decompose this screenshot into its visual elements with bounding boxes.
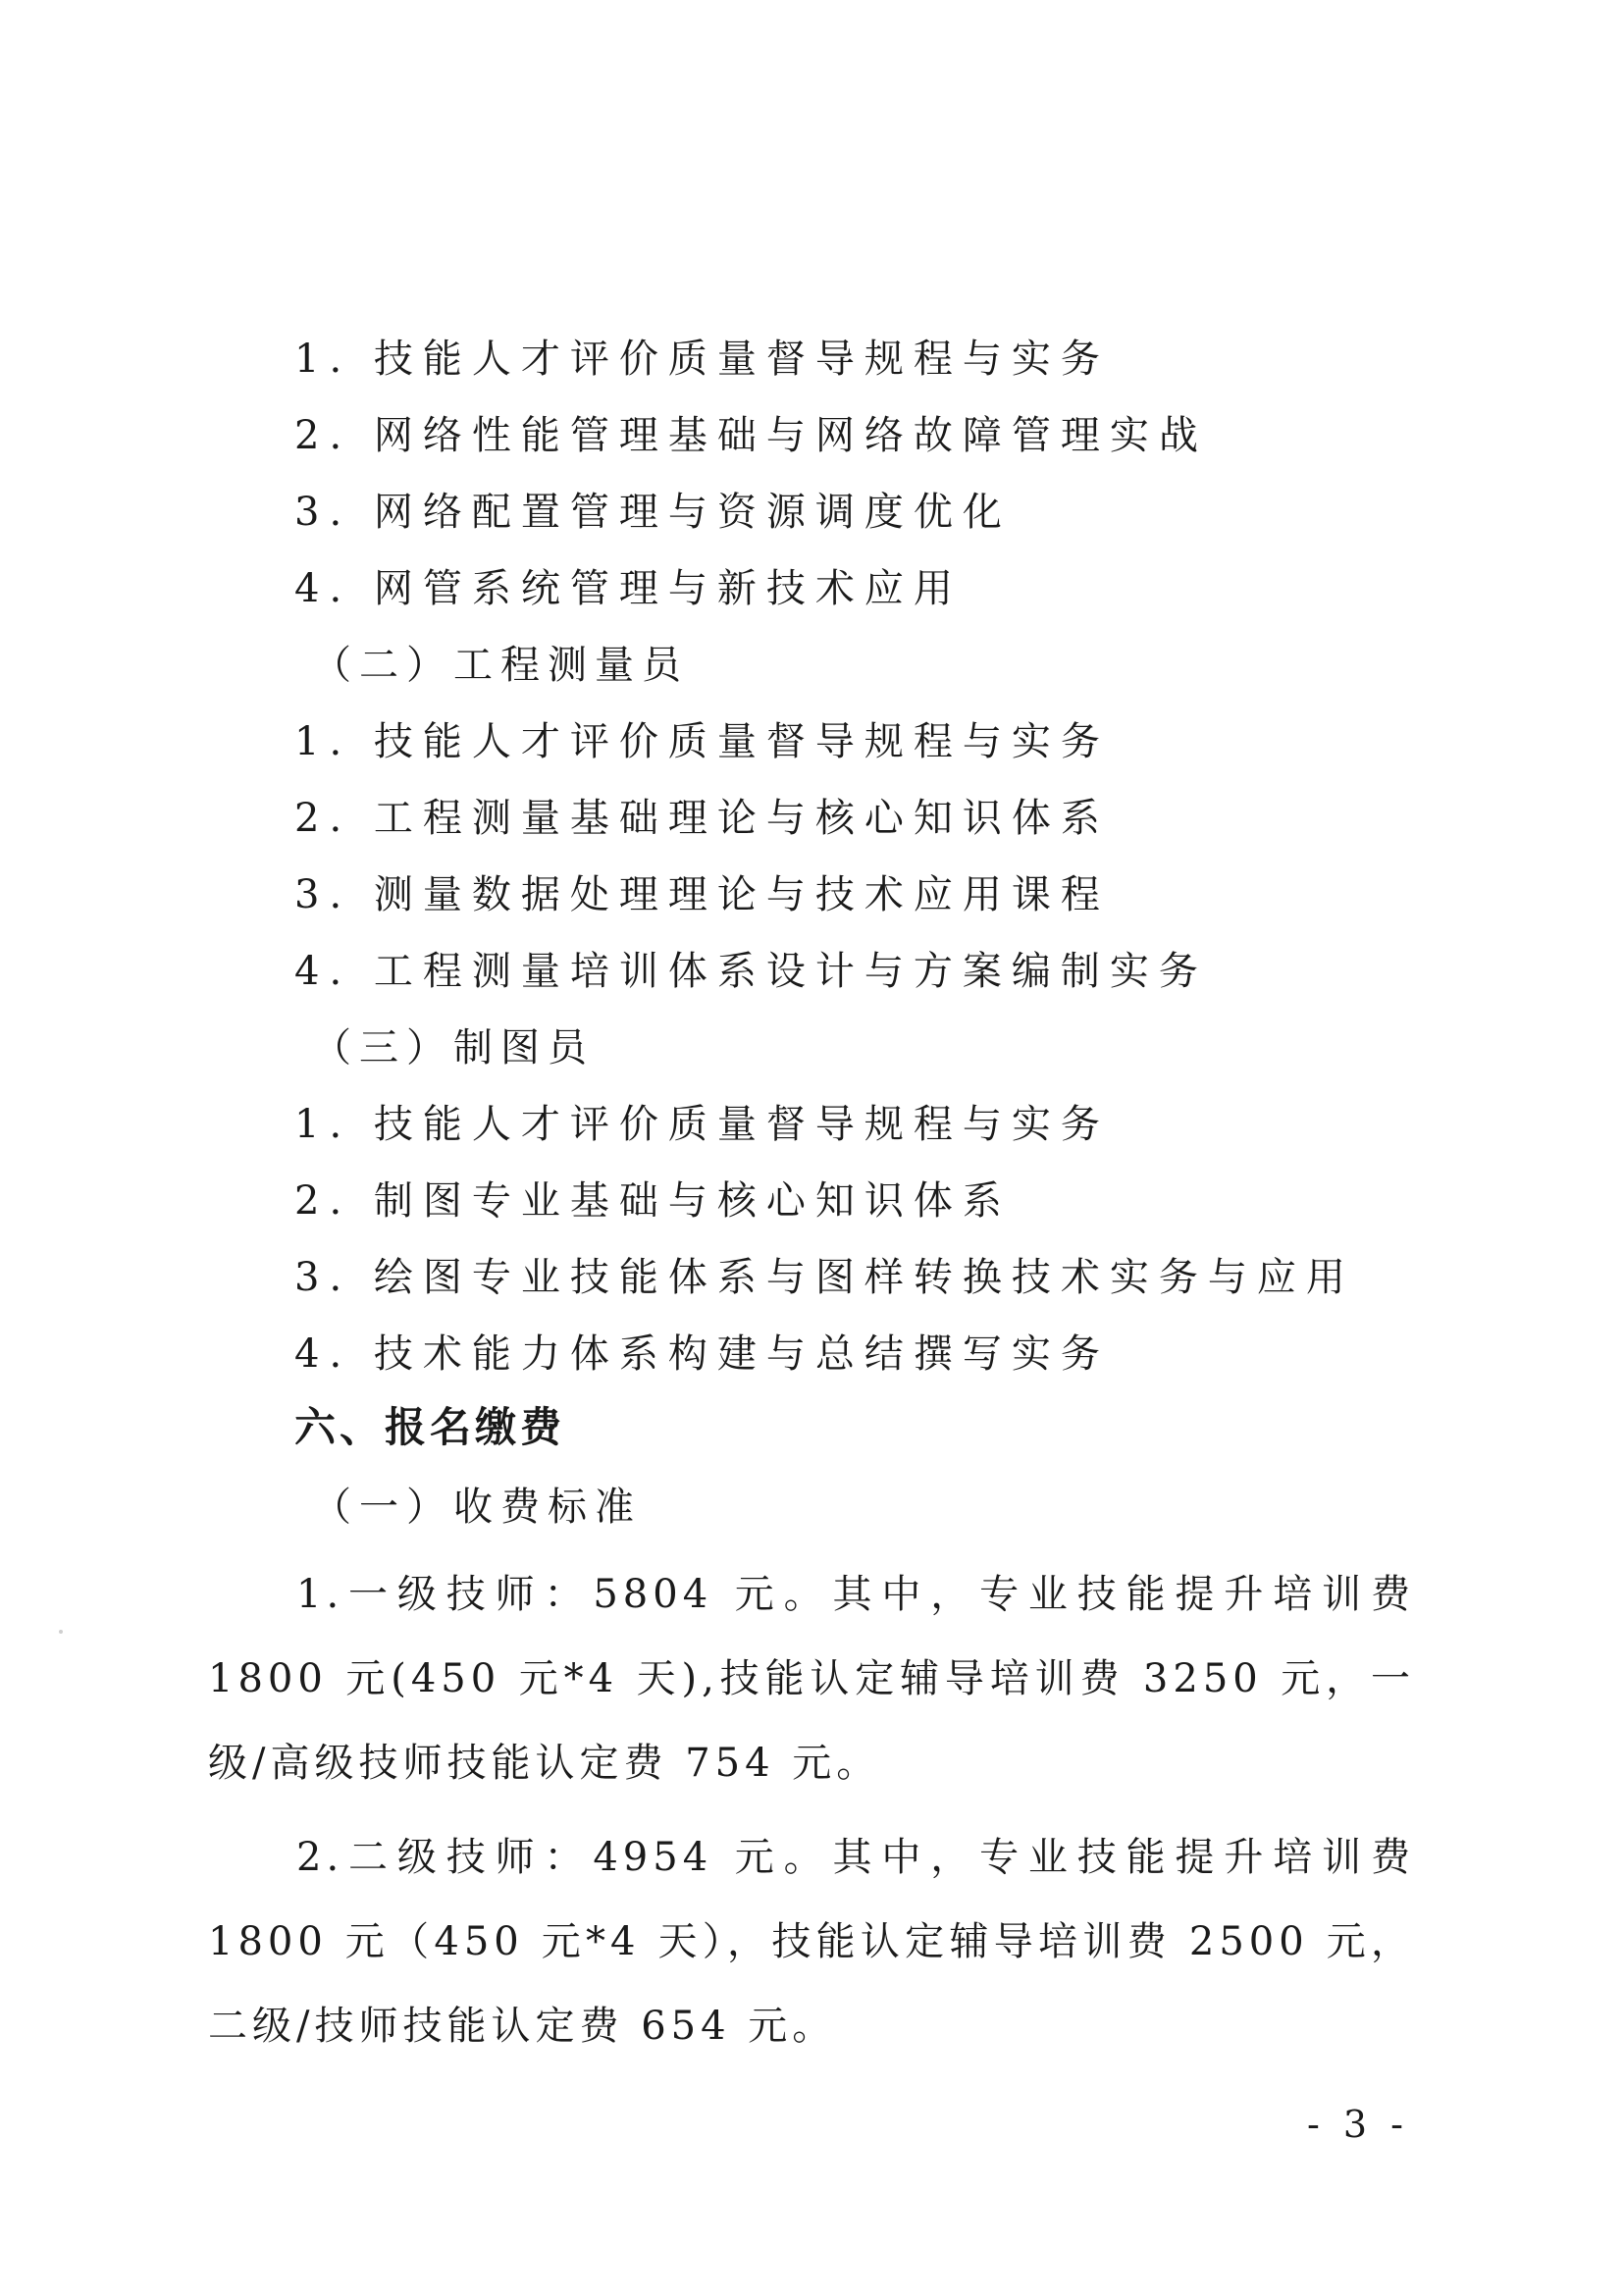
list-item: 3. 绘图专业技能体系与图样转换技术实务与应用 (294, 1255, 1355, 1300)
list-item: 1. 技能人才评价质量督导规程与实务 (294, 719, 1110, 764)
page-number: - 3 - (1306, 2103, 1409, 2146)
list-item: 3. 测量数据处理理论与技术应用课程 (294, 872, 1110, 917)
list-item: 3. 网络配置管理与资源调度优化 (294, 490, 1012, 535)
section-heading: （三）制图员 (312, 1025, 595, 1070)
list-item: 4. 工程测量培训体系设计与方案编制实务 (294, 949, 1208, 994)
list-item: 1. 技能人才评价质量督导规程与实务 (294, 337, 1110, 382)
list-item: 2. 网络性能管理基础与网络故障管理实战 (294, 413, 1208, 458)
list-item: 4. 技术能力体系构建与总结撰写实务 (294, 1331, 1110, 1377)
scan-speck (59, 1630, 63, 1634)
list-item: 4. 网管系统管理与新技术应用 (294, 566, 963, 611)
list-item: 2. 制图专业基础与核心知识体系 (294, 1178, 1012, 1224)
fee-paragraph: 1.一级技师：5804 元。其中，专业技能提升培训费 1800 元(450 元*4 天),技能认定辅导培训费 3250 元，一级/高级技师技能认定费 754 元。 (208, 1572, 1415, 1786)
list-item: 2. 工程测量基础理论与核心知识体系 (294, 796, 1110, 841)
fee-paragraph: 2.二级技师：4954 元。其中，专业技能提升培训费 1800 元（450 元*4 天），技能认定辅导培训费 2500 元，二级/技师技能认定费 654 元。 (208, 1835, 1415, 2049)
list-item: 1. 技能人才评价质量督导规程与实务 (294, 1102, 1110, 1147)
section-heading: （一）收费标准 (312, 1485, 642, 1530)
section-heading: （二）工程测量员 (312, 643, 689, 688)
chapter-heading: 六、报名缴费 (294, 1403, 566, 1451)
